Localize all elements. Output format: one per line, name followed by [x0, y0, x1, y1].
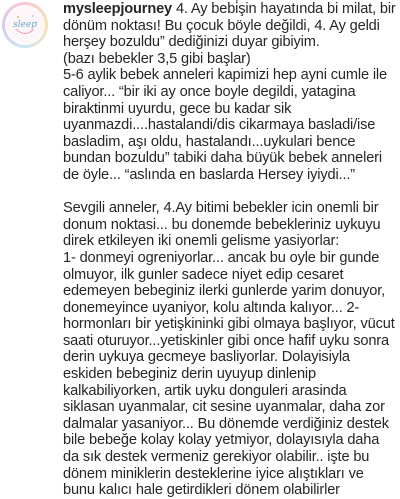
avatar-logo-text: sleep: [13, 20, 37, 30]
username-link[interactable]: mysleepjourney: [63, 1, 173, 17]
comment-paragraph-1: 4. Ay bebi̇şin hayatında bi milat, bir dönüm noktası! Bu çocuk böyle değildi, 4. Ay geldi herşey bozuldu” dediğinizi duyar gibiyim. (bazı bebekler 3,5 gibi başlar) 5-6 aylik bebek anneleri kapimizi hep ayni cumle ile caliyor... “bir iki ay once boyle degildi, yatagina biraktinmi uyurdu, gece bu kadar sik uyanmazdi....hastalandi/dis cikarmaya basladi/ise basladim, aşı oldu, hastalandı...uykulari bence bundan bozuldu” tabiki daha büyük bebek anneleri de öyle... “aslında en baslarda Hersey iyiydi...”: [63, 1, 396, 183]
paragraph-gap: [63, 184, 396, 201]
avatar[interactable]: [2, 2, 48, 48]
avatar-logo: [5, 5, 45, 45]
comment-text: [63, 1, 396, 499]
moon-logo-icon: [5, 5, 45, 45]
comment-paragraph-2: Sevgili anneler, 4.Ay bitimi bebekler icin onemli bir donum noktasi... bu donemde bebekleriniz uykuyu direk etkileyen iki onemli gelisme yasiyorlar: 1- donmeyi ogreniyorlar... ancak bu oyle bir gunde olmuyor, ilk gunler sadece niyet edip cesaret edemeyen bebeginiz ilerki gunlerde yarim donuyor, donemeyince uyaniyor, kolu altında kalıyor... 2- hormonları bir yetişkininki gibi olmaya başlıyor, vücut saati oturuyor...yetiskinler gibi once hafif uyku sonra derin uykuya gecmeye basliyorlar. Dolayisiyla eskiden bebeginiz derin uyuyup dinlenip kalkabiliyorken, artik uyku donguleri arasinda siklasan uyanmalar, cit sesine uyanmalar, daha zor dalmalar yasaniyor... Bu dönemde verdiğiniz destek bile bebeğe kolay kolay yetmiyor, dolayısıyla daha da sık destek vermeniz gerekiyor olabilir.. işte bu dönem miniklerin desteklerine iyice alıştıkları ve bunu kalıcı hale getirdikleri dönem olabilirler: [63, 200, 395, 499]
